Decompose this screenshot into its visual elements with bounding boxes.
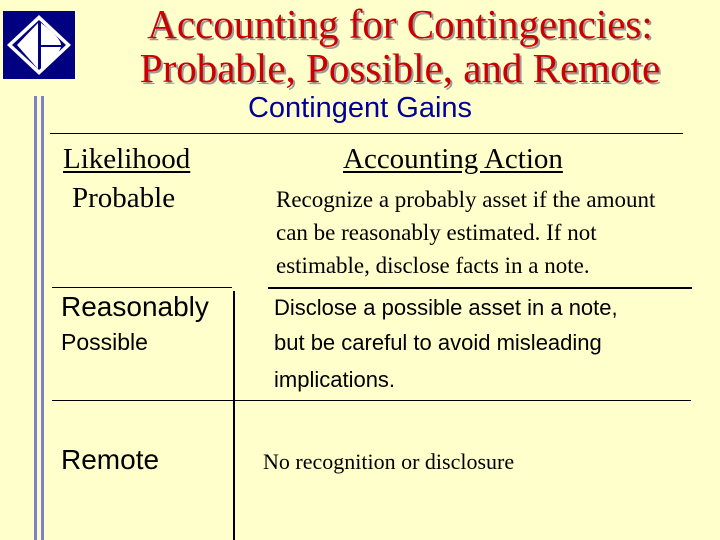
- subtitle: [0, 91, 720, 125]
- accent-bar-outer: [34, 96, 37, 540]
- row1-action-line2: can be reasonably estimated. If not: [276, 220, 597, 245]
- row2-action-line1: Disclose a possible asset in a note,: [274, 295, 618, 320]
- page-title: [80, 2, 720, 90]
- row2-likelihood-line1: Reasonably: [61, 291, 209, 322]
- title-line-1: Accounting for Contingencies:: [147, 1, 653, 47]
- row1-rule-right: [268, 287, 692, 289]
- likelihood-header: Likelihood: [63, 143, 191, 175]
- logo-icon: [3, 11, 75, 79]
- row1-action-line1: Recognize a probably asset if the amount: [276, 187, 656, 212]
- title-line-2: Probable, Possible, and Remote: [139, 45, 661, 91]
- row1-action-line3: estimable, disclose facts in a note.: [276, 253, 590, 278]
- row2-action-line2: but be careful to avoid misleading: [274, 330, 602, 355]
- row2-rule: [52, 400, 691, 401]
- action-header: Accounting Action: [343, 143, 563, 175]
- accent-bar-inner: [41, 96, 44, 540]
- row2-likelihood-line2: Possible: [61, 329, 148, 355]
- header-rule: [50, 133, 683, 134]
- subtitle-text: Contingent Gains: [247, 92, 473, 124]
- row3-likelihood: Remote: [61, 444, 160, 475]
- row1-rule-left: [52, 287, 232, 288]
- row3-action: No recognition or disclosure: [263, 449, 515, 474]
- column-divider: [233, 291, 235, 540]
- row2-action-line3: implications.: [274, 367, 396, 392]
- row1-likelihood: Probable: [72, 182, 176, 214]
